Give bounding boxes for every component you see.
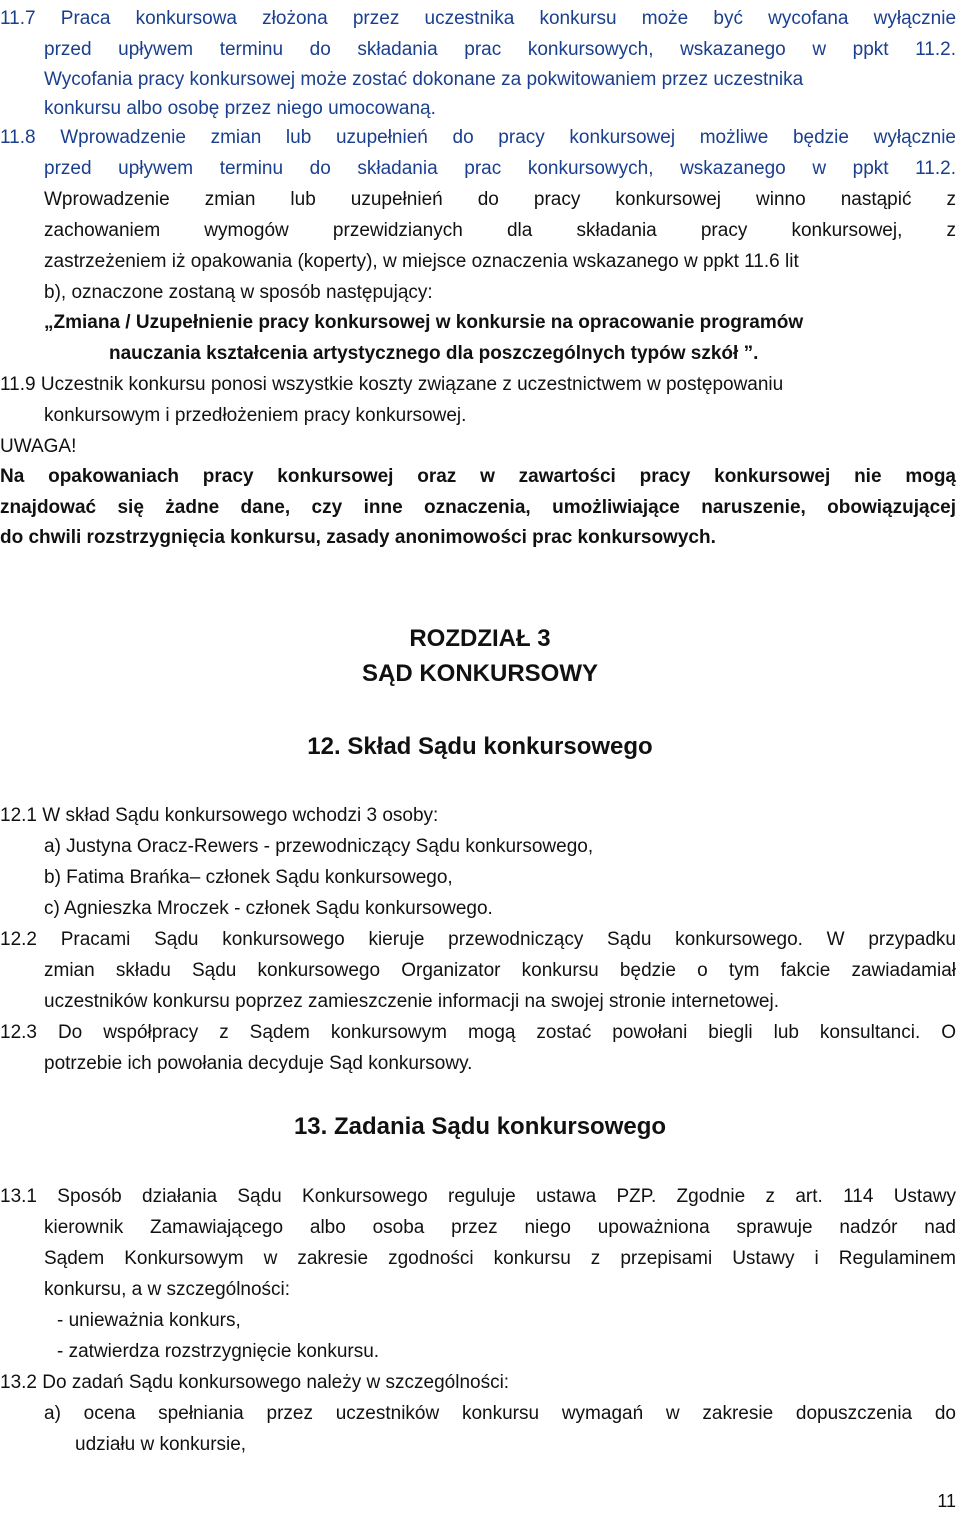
power-item-1: - unieważnia konkurs,: [57, 1310, 241, 1331]
quoted-label-line-2: nauczania kształcenia artystycznego dla poszczególnych typów szkół ”.: [109, 343, 759, 364]
para-11-9-line-1: 11.9 Uczestnik konkursu ponosi wszystkie koszty związane z uczestnictwem w postępowaniu: [0, 374, 784, 395]
para-11-8-line-6: b), oznaczone zostaną w sposób następujący:: [44, 282, 433, 303]
para-11-7-line-1: 11.7 Praca konkursowa złożona przez uczestnika konkursu może być wycofana wyłącznie: [0, 8, 957, 29]
jury-member-a: a) Justyna Oracz-Rewers - przewodniczący Sądu konkursowego,: [44, 836, 594, 857]
para-12-2-line-3: uczestników konkursu poprzez zamieszczenie informacji na swojej stronie internetowej.: [44, 991, 779, 1012]
para-11-7-number: 11.7: [0, 8, 36, 29]
para-13-1-line-3: Sądem Konkursowym w zakresie zgodności konkursu z przepisami Ustawy i Regulaminem: [44, 1248, 956, 1269]
para-12-2-line-1: 12.2 Pracami Sądu konkursowego kieruje przewodniczący Sądu konkursowego. W przypadku: [0, 929, 956, 950]
para-11-8-line-1: 11.8 Wprowadzenie zmian lub uzupełnień do pracy konkursowej możliwe będzie wyłącznie: [0, 127, 956, 148]
quoted-label-line-1: „Zmiana / Uzupełnienie pracy konkursowej w konkursie na opracowanie programów: [44, 312, 804, 333]
jury-member-c: c) Agnieszka Mroczek - członek Sądu konkursowego.: [44, 898, 493, 919]
para-12-3-line-2: potrzebie ich powołania decyduje Sąd konkursowy.: [44, 1053, 473, 1074]
para-11-8-line-5: zastrzeżeniem iż opakowania (koperty), w miejsce oznaczenia wskazanego w ppkt 11.6 lit: [44, 251, 799, 272]
task-a-line-2: udziału w konkursie,: [75, 1434, 247, 1455]
para-12-2-line-2: zmian składu Sądu konkursowego Organizator konkursu będzie o tym fakcie zawiadamiał: [44, 960, 956, 981]
chapter-subtitle: SĄD KONKURSOWY: [361, 660, 598, 687]
power-item-2: - zatwierdza rozstrzygnięcie konkursu.: [57, 1341, 380, 1362]
task-a-line-1: a) ocena spełniania przez uczestników konkursu wymagań w zakresie dopuszczenia do: [44, 1403, 956, 1424]
section-12-heading: 12. Skład Sądu konkursowego: [307, 733, 653, 760]
para-12-1-number: 12.1: [0, 805, 37, 826]
para-13-1-line-2: kierownik Zamawiającego albo osoba przez niego upoważniona sprawuje nadzór nad: [44, 1217, 956, 1238]
para-13-1-line-4: konkursu, a w szczególności:: [44, 1279, 291, 1300]
para-11-8-line-4: zachowaniem wymogów przewidzianych dla składania pracy konkursowej, z: [44, 220, 956, 241]
para-12-3-line-1: 12.3 Do współpracy z Sądem konkursowym mogą zostać powołani biegli lub konsultanci. O: [0, 1022, 956, 1043]
para-13-2: 13.2 Do zadań Sądu konkursowego należy w szczególności:: [0, 1372, 510, 1393]
para-11-9-number: 11.9: [0, 374, 36, 395]
warning-line-1: Na opakowaniach pracy konkursowej oraz w zawartości pracy konkursowej nie mogą: [0, 466, 956, 487]
para-13-1-number: 13.1: [0, 1186, 37, 1207]
para-11-7-line-4: konkursu albo osobę przez niego umocowaną.: [44, 98, 436, 119]
para-11-8-line-3: Wprowadzenie zmian lub uzupełnień do pracy konkursowej winno nastąpić z: [44, 189, 956, 210]
para-12-3-number: 12.3: [0, 1022, 37, 1043]
para-12-1: 12.1 W skład Sądu konkursowego wchodzi 3 osoby:: [0, 805, 439, 826]
para-11-8-number: 11.8: [0, 127, 36, 148]
page-number: 11: [937, 1491, 956, 1511]
para-11-9-line-2: konkursowym i przedłożeniem pracy konkursowej.: [44, 405, 467, 426]
jury-member-b: b) Fatima Brańka– członek Sądu konkursowego,: [44, 867, 453, 888]
chapter-title: ROZDZIAŁ 3: [409, 625, 551, 652]
para-12-2-number: 12.2: [0, 929, 37, 950]
warning-line-3: do chwili rozstrzygnięcia konkursu, zasady anonimowości prac konkursowych.: [0, 527, 716, 548]
para-13-2-number: 13.2: [0, 1372, 37, 1393]
para-13-1-line-1: 13.1 Sposób działania Sądu Konkursowego reguluje ustawa PZP. Zgodnie z art. 114 Ustawy: [0, 1186, 956, 1207]
section-13-heading: 13. Zadania Sądu konkursowego: [293, 1113, 667, 1140]
para-11-8-line-2: przed upływem terminu do składania prac konkursowych, wskazanego w ppkt 11.2.: [44, 158, 956, 179]
para-11-7-line-2: przed upływem terminu do składania prac konkursowych, wskazanego w ppkt 11.2.: [44, 39, 956, 60]
warning-line-2: znajdować się żadne dane, czy inne oznaczenia, umożliwiające naruszenie, obowiązującej: [0, 497, 956, 518]
para-11-7-line-3: Wycofania pracy konkursowej może zostać dokonane za pokwitowaniem przez uczestnika: [44, 69, 804, 90]
warning-label: UWAGA!: [0, 436, 77, 457]
